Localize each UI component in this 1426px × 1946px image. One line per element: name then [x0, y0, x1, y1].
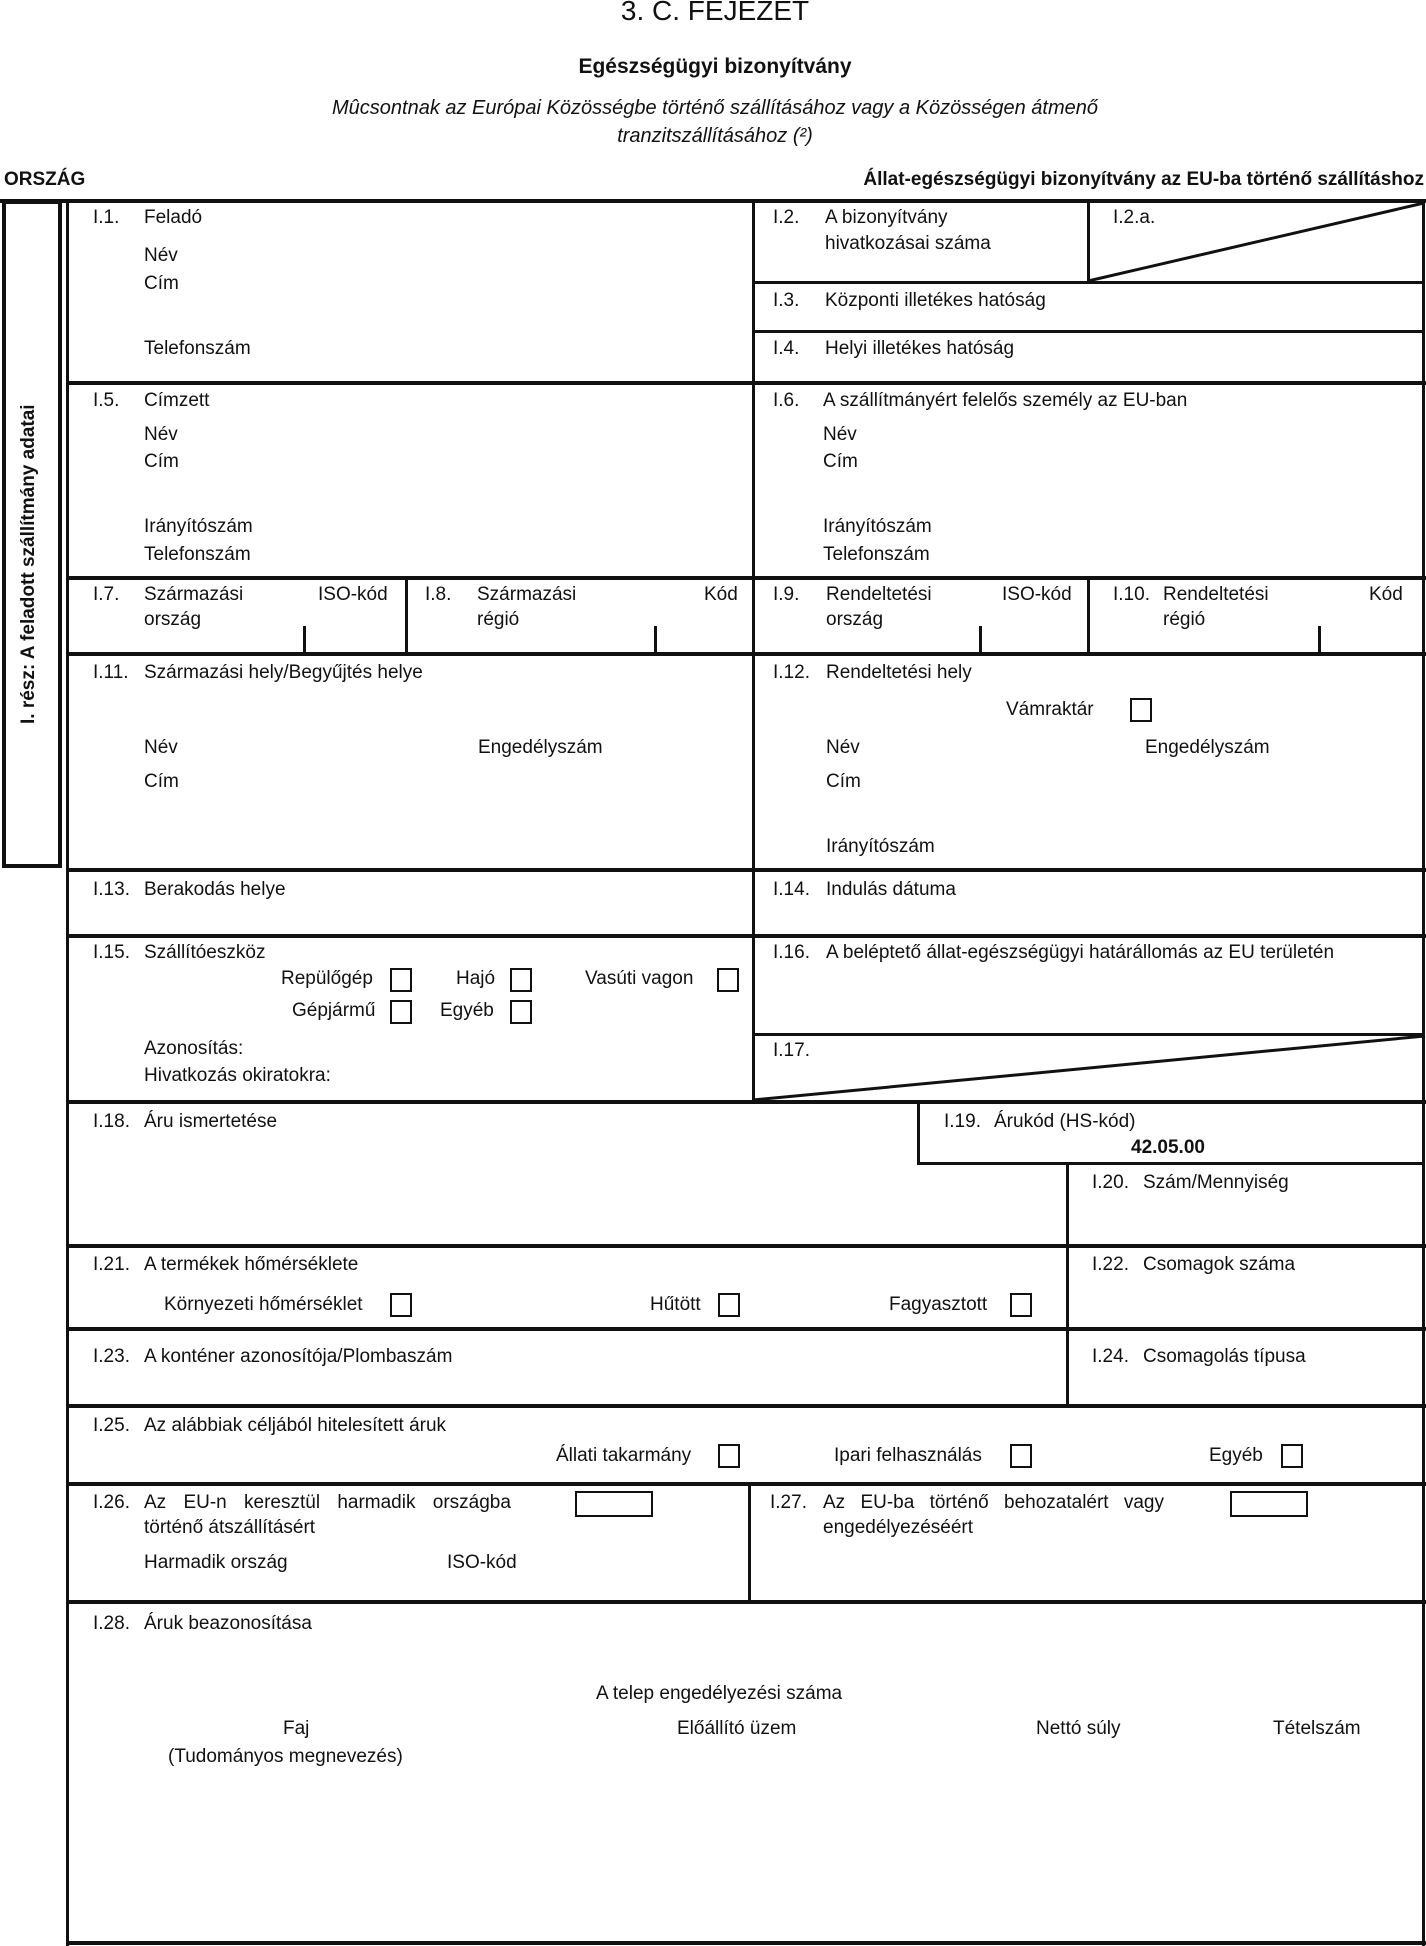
postcode-label: Irányítószám: [144, 516, 253, 537]
column-manufacturing-plant: Előállító üzem: [677, 1718, 797, 1739]
field-number: I.27.: [770, 1492, 807, 1513]
field-number: I.12.: [773, 662, 810, 683]
name-label: Név: [144, 424, 178, 445]
chilled-label: Hűtött: [650, 1294, 701, 1315]
field-label: ország: [144, 609, 202, 630]
field-label: A bizonyítvány: [825, 207, 948, 228]
approval-number-label: Engedélyszám: [478, 737, 603, 758]
field-label: Rendeltetési: [826, 584, 932, 605]
other-transport-label: Egyéb: [440, 1000, 494, 1021]
field-number: I.25.: [93, 1415, 130, 1436]
address-label: Cím: [826, 771, 861, 792]
name-label: Név: [826, 737, 860, 758]
certificate-type-label: Állat-egészségügyi bizonyítvány az EU-ba történő szállításhoz: [863, 169, 1424, 190]
field-label: hivatkozásai száma: [825, 233, 991, 254]
identification-label: Azonosítás:: [144, 1038, 244, 1059]
field-label: A konténer azonosítója/Plombaszám: [144, 1346, 453, 1367]
field-label: engedélyezéséért: [823, 1517, 973, 1538]
field-label: Az EU-ba történő behozatalért vagy: [823, 1492, 1165, 1513]
transit-checkbox[interactable]: [575, 1491, 653, 1517]
field-label: A beléptető állat-egészségügyi határállomás az EU területén: [826, 942, 1335, 963]
industrial-use-checkbox[interactable]: [1010, 1444, 1032, 1468]
field-label: Indulás dátuma: [826, 879, 956, 900]
field-number: I.3.: [773, 290, 800, 311]
field-label: Származási hely/Begyűjtés helye: [144, 662, 423, 683]
field-number: I.11.: [93, 662, 129, 683]
field-number: I.20.: [1092, 1172, 1129, 1193]
airplane-checkbox[interactable]: [390, 968, 412, 992]
other-purpose-checkbox[interactable]: [1281, 1444, 1303, 1468]
field-number: I.22.: [1092, 1254, 1129, 1275]
name-label: Név: [144, 245, 178, 266]
column-species-subtitle: (Tudományos megnevezés): [168, 1746, 403, 1767]
ship-checkbox[interactable]: [510, 968, 532, 992]
field-number: I.7.: [93, 584, 120, 605]
column-species: Faj: [283, 1718, 310, 1739]
document-subtitle-line1: Mûcsontnak az Európai Közösségbe történő szállításához vagy a Közösségen átmenő: [331, 97, 1098, 119]
column-net-weight: Nettó súly: [1036, 1718, 1121, 1739]
field-number: I.8.: [425, 584, 452, 605]
code-label: Kód: [704, 584, 738, 605]
document-title: Egészségügyi bizonyítvány: [578, 55, 852, 78]
column-batch-number: Tételszám: [1273, 1718, 1361, 1739]
field-label: Központi illetékes hatóság: [825, 290, 1046, 311]
postcode-label: Irányítószám: [826, 836, 935, 857]
field-label: régió: [477, 609, 520, 630]
field-number: I.9.: [773, 584, 800, 605]
name-label: Név: [144, 737, 178, 758]
field-label: Áru ismertetése: [144, 1111, 278, 1132]
iso-code-label: ISO-kód: [1002, 584, 1072, 605]
field-number: I.28.: [93, 1613, 130, 1634]
field-number: I.26.: [93, 1492, 130, 1513]
rail-wagon-checkbox[interactable]: [717, 968, 739, 992]
field-number: I.14.: [773, 879, 810, 900]
document-references-label: Hivatkozás okiratokra:: [144, 1065, 331, 1086]
field-number: I.6.: [773, 390, 800, 411]
field-label: régió: [1163, 609, 1206, 630]
animal-feed-label: Állati takarmány: [556, 1445, 692, 1466]
rail-wagon-label: Vasúti vagon: [585, 968, 694, 989]
field-label: A termékek hőmérséklete: [144, 1254, 359, 1275]
frozen-checkbox[interactable]: [1010, 1293, 1032, 1317]
field-label: Az EU-n keresztül harmadik országba: [144, 1492, 511, 1513]
field-label: Az alábbiak céljából hitelesített áruk: [144, 1415, 447, 1436]
field-label: Feladó: [144, 207, 203, 228]
third-country-label: Harmadik ország: [144, 1552, 288, 1573]
part-one-label: I. rész: A feladott szállítmány adatai: [18, 404, 39, 724]
field-label: Csomagolás típusa: [1143, 1346, 1306, 1367]
field-number: I.23.: [93, 1346, 130, 1367]
ship-label: Hajó: [456, 968, 496, 989]
animal-feed-checkbox[interactable]: [718, 1444, 740, 1468]
hs-code-value: 42.05.00: [1131, 1137, 1205, 1158]
field-number: I.10.: [1113, 584, 1150, 605]
import-checkbox[interactable]: [1230, 1491, 1308, 1517]
approval-number-label: Engedélyszám: [1145, 737, 1270, 758]
field-number: I.2.a.: [1113, 207, 1156, 228]
road-vehicle-label: Gépjármű: [292, 1000, 376, 1021]
field-number: I.1.: [93, 207, 120, 228]
field-label: Származási: [477, 584, 577, 605]
establishment-approval-label: A telep engedélyezési száma: [596, 1683, 843, 1704]
code-label: Kód: [1369, 584, 1403, 605]
field-number: I.19.: [944, 1111, 981, 1132]
phone-label: Telefonszám: [823, 544, 930, 565]
field-label: Címzett: [144, 390, 210, 411]
name-label: Név: [823, 424, 857, 445]
road-vehicle-checkbox[interactable]: [390, 1000, 412, 1024]
customs-warehouse-label: Vámraktár: [1006, 699, 1094, 720]
field-label: A szállítmányért felelős személy az EU-ban: [823, 390, 1188, 411]
field-label: Szám/Mennyiség: [1143, 1172, 1289, 1193]
field-number: I.18.: [93, 1111, 130, 1132]
field-label: Rendeltetési hely: [826, 662, 972, 683]
field-label: Árukód (HS-kód): [994, 1111, 1136, 1132]
iso-code-label: ISO-kód: [318, 584, 388, 605]
field-label: Helyi illetékes hatóság: [825, 338, 1015, 359]
field-label: Származási: [144, 584, 244, 605]
frozen-label: Fagyasztott: [889, 1294, 988, 1315]
phone-label: Telefonszám: [144, 544, 251, 565]
other-transport-checkbox[interactable]: [510, 1000, 532, 1024]
address-label: Cím: [144, 771, 179, 792]
field-label: Áruk beazonosítása: [144, 1613, 312, 1634]
field-number: I.13.: [93, 879, 130, 900]
field-label: Berakodás helye: [144, 879, 286, 900]
field-number: I.16.: [773, 942, 810, 963]
industrial-use-label: Ipari felhasználás: [834, 1445, 982, 1466]
address-label: Cím: [144, 273, 179, 294]
phone-label: Telefonszám: [144, 338, 251, 359]
field-number: I.15.: [93, 942, 130, 963]
field-label: Szállítóeszköz: [144, 942, 266, 963]
document-subtitle-line2: tranzitszállításához (²): [617, 125, 813, 147]
field-label: Rendeltetési: [1163, 584, 1269, 605]
field-label: Csomagok száma: [1143, 1254, 1296, 1275]
airplane-label: Repülőgép: [281, 968, 373, 989]
strike-diagonal-i17: [753, 1034, 1425, 1100]
ambient-checkbox[interactable]: [390, 1293, 412, 1317]
field-number: I.21.: [93, 1254, 130, 1275]
field-number: I.5.: [93, 390, 120, 411]
address-label: Cím: [144, 451, 179, 472]
other-purpose-label: Egyéb: [1209, 1445, 1263, 1466]
country-label: ORSZÁG: [4, 169, 86, 190]
field-number: I.4.: [773, 338, 800, 359]
field-label: ország: [826, 609, 884, 630]
field-number: I.17.: [773, 1040, 810, 1061]
address-label: Cím: [823, 451, 858, 472]
chilled-checkbox[interactable]: [718, 1293, 740, 1317]
postcode-label: Irányítószám: [823, 516, 932, 537]
iso-code-label: ISO-kód: [447, 1552, 517, 1573]
field-label: történő átszállításért: [144, 1517, 316, 1538]
customs-warehouse-checkbox[interactable]: [1130, 698, 1152, 722]
field-number: I.24.: [1092, 1346, 1129, 1367]
field-number: I.2.: [773, 207, 800, 228]
ambient-label: Környezeti hőmérséklet: [164, 1294, 363, 1315]
chapter-title: 3. C. FEJEZET: [620, 0, 810, 26]
